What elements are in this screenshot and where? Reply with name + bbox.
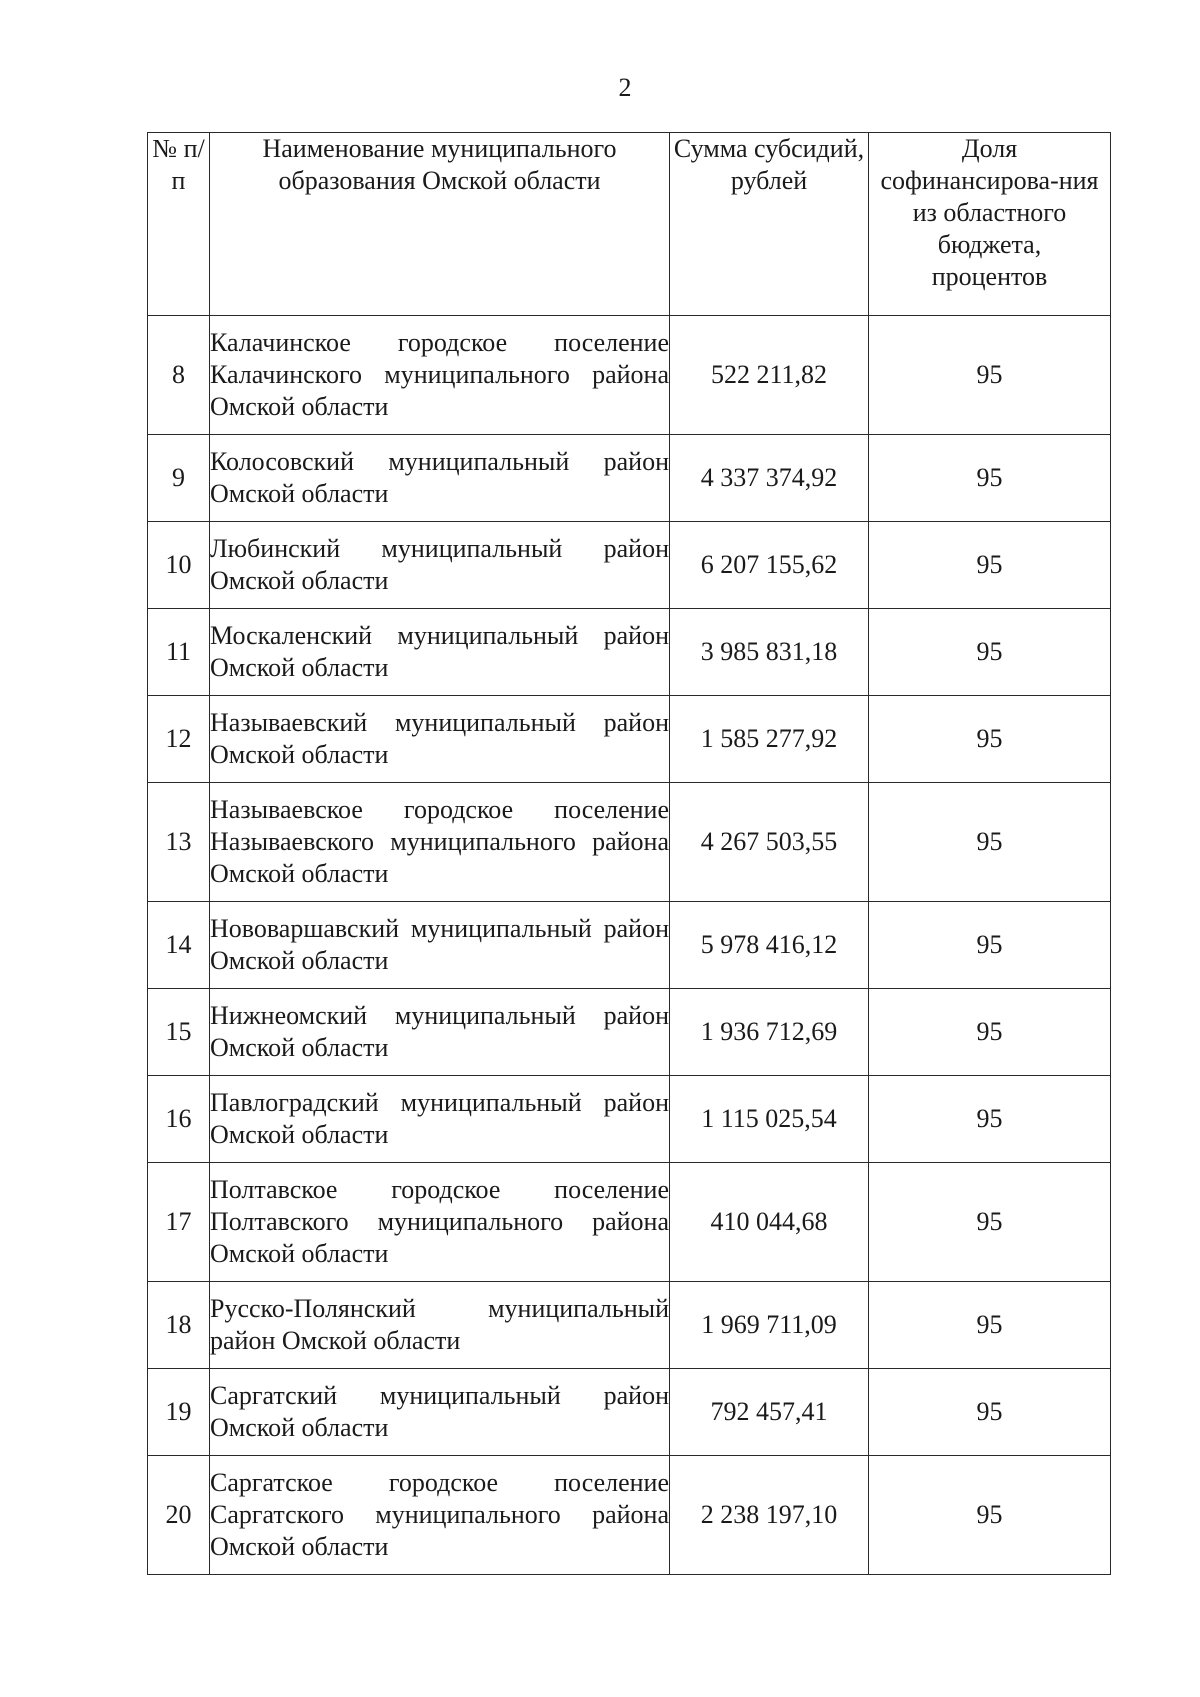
row-share: 95 (869, 696, 1111, 783)
row-name: Нижнеомский муниципальный район Омской области (210, 989, 670, 1076)
row-num: 14 (148, 902, 210, 989)
row-name: Колосовский муниципальный район Омской области (210, 435, 670, 522)
table-row (148, 435, 1111, 522)
row-share: 95 (869, 316, 1111, 435)
table-row (148, 783, 1111, 902)
row-share: 95 (869, 609, 1111, 696)
row-share: 95 (869, 1163, 1111, 1282)
row-sum: 1 115 025,54 (670, 1076, 869, 1163)
table-row (148, 696, 1111, 783)
row-sum: 1 585 277,92 (670, 696, 869, 783)
table-row (148, 1456, 1111, 1575)
row-sum: 6 207 155,62 (670, 522, 869, 609)
row-name: Саргатское городское поселение Саргатского муниципального района Омской области (210, 1456, 670, 1575)
table-row (148, 1076, 1111, 1163)
table-row (148, 316, 1111, 435)
row-share: 95 (869, 1282, 1111, 1369)
row-share: 95 (869, 783, 1111, 902)
row-sum: 2 238 197,10 (670, 1456, 869, 1575)
row-num: 15 (148, 989, 210, 1076)
row-name: Калачинское городское поселение Калачинского муниципального района Омской области (210, 316, 670, 435)
row-name: Саргатский муниципальный район Омской области (210, 1369, 670, 1456)
row-num: 11 (148, 609, 210, 696)
row-num: 10 (148, 522, 210, 609)
page-number: 2 (618, 73, 632, 102)
row-num: 20 (148, 1456, 210, 1575)
row-sum: 522 211,82 (670, 316, 869, 435)
row-num: 16 (148, 1076, 210, 1163)
table-row (148, 902, 1111, 989)
table-row (148, 1163, 1111, 1282)
row-num: 12 (148, 696, 210, 783)
row-share: 95 (869, 435, 1111, 522)
row-name: Москаленский муниципальный район Омской области (210, 609, 670, 696)
row-name: Называевское городское поселение Называевского муниципального района Омской области (210, 783, 670, 902)
table-row (148, 522, 1111, 609)
row-num: 13 (148, 783, 210, 902)
row-num: 18 (148, 1282, 210, 1369)
row-name: Павлоградский муниципальный район Омской области (210, 1076, 670, 1163)
row-sum: 4 267 503,55 (670, 783, 869, 902)
row-sum: 4 337 374,92 (670, 435, 869, 522)
row-sum: 1 936 712,69 (670, 989, 869, 1076)
row-num: 19 (148, 1369, 210, 1456)
table-header-row (148, 133, 1111, 316)
row-num: 17 (148, 1163, 210, 1282)
row-share: 95 (869, 522, 1111, 609)
row-sum: 3 985 831,18 (670, 609, 869, 696)
row-sum: 792 457,41 (670, 1369, 869, 1456)
row-share: 95 (869, 1076, 1111, 1163)
row-name: Называевский муниципальный район Омской области (210, 696, 670, 783)
row-share: 95 (869, 902, 1111, 989)
row-sum: 410 044,68 (670, 1163, 869, 1282)
row-sum: 1 969 711,09 (670, 1282, 869, 1369)
header-share: Доля софинансирова-ния из областного бюджета, процентов (869, 133, 1111, 316)
subsidy-table (147, 132, 1111, 1575)
row-name: Полтавское городское поселение Полтавского муниципального района Омской области (210, 1163, 670, 1282)
header-num: № п/п (148, 133, 210, 316)
row-num: 8 (148, 316, 210, 435)
row-share: 95 (869, 989, 1111, 1076)
row-name: Любинский муниципальный район Омской области (210, 522, 670, 609)
row-name: Нововаршавский муниципальный район Омской области (210, 902, 670, 989)
table-row (148, 609, 1111, 696)
row-share: 95 (869, 1369, 1111, 1456)
row-sum: 5 978 416,12 (670, 902, 869, 989)
table-row (148, 989, 1111, 1076)
header-name: Наименование муниципального образования Омской области (210, 133, 670, 316)
row-share: 95 (869, 1456, 1111, 1575)
row-num: 9 (148, 435, 210, 522)
table-row (148, 1282, 1111, 1369)
table-row (148, 1369, 1111, 1456)
row-name: Русско-Полянский муниципальный район Омской области (210, 1282, 670, 1369)
header-sum: Сумма субсидий, рублей (670, 133, 869, 316)
